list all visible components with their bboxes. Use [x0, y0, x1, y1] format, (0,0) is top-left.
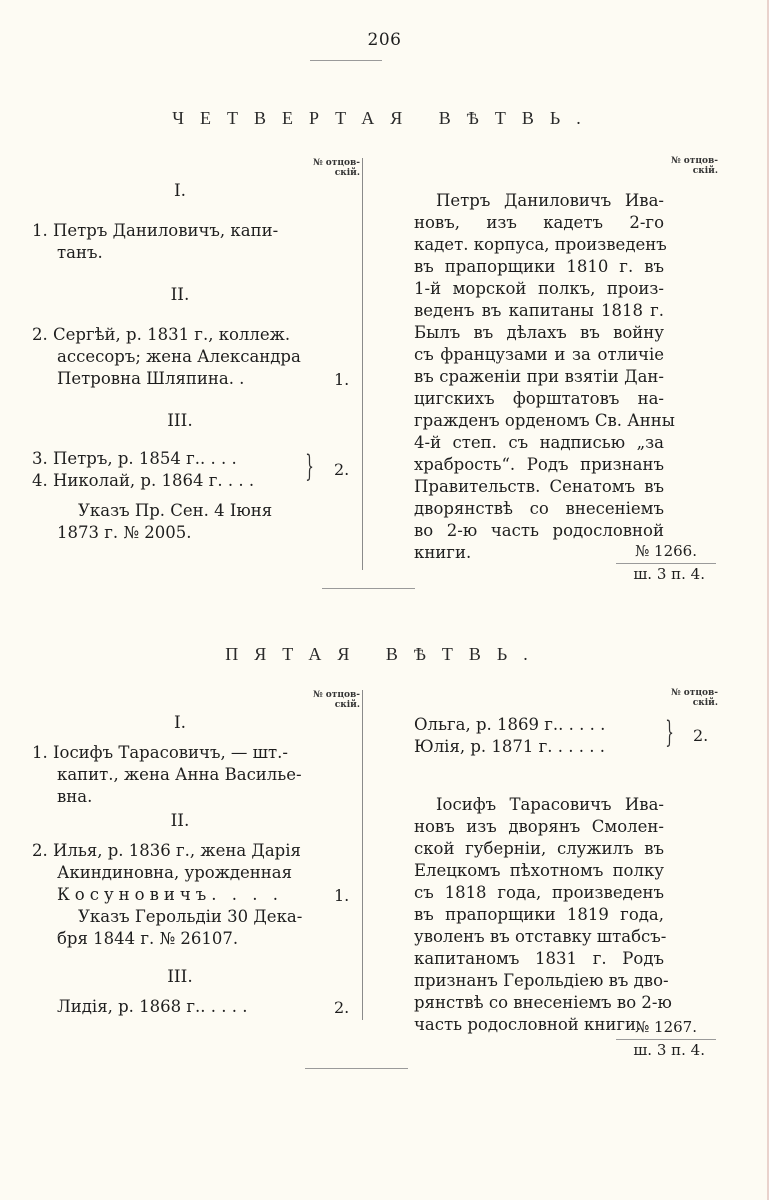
biography-line: новъ изъ дворянъ Смолен- [414, 817, 664, 836]
father-number: 1. [334, 370, 350, 389]
shelf-mark: ш. 3 п. 4. [633, 565, 705, 583]
biography-line: ской губерніи, служилъ въ [414, 839, 664, 858]
record-number: № 1267. [635, 1018, 697, 1036]
section-separator [305, 1068, 408, 1069]
record-number: № 1266. [635, 542, 697, 560]
section-title-fourth-branch: ЧЕТВЕРТАЯ ВѢТВЬ. [172, 108, 597, 128]
entry-line: 2. Сергѣй, р. 1831 г., коллеж. [32, 325, 291, 344]
entry-line: Косуновичъ. . . . [57, 885, 283, 904]
biography-line: Правительств. Сенатомъ въ [414, 477, 664, 496]
column-header-line: скій. [692, 698, 718, 708]
biography-line: 1-й морской полкъ, произ- [414, 279, 664, 298]
father-number: 1. [334, 886, 350, 905]
biography-line: уволенъ въ отставку штабсъ- [414, 927, 667, 946]
entry-line: ассесоръ; жена Александра [57, 347, 301, 366]
record-rule [616, 563, 716, 564]
biography-line: во 2-ю часть родословной [414, 521, 664, 540]
generation-heading: II. [170, 811, 190, 831]
child-line: Ольга, р. 1869 г.. . . . . [414, 715, 606, 734]
biography-line: Былъ въ дѣлахъ въ войну [414, 323, 664, 342]
column-header-line: № отцов- [312, 158, 360, 168]
biography-line: часть родословной книги. [414, 1015, 642, 1034]
column-header-right [640, 688, 718, 708]
column-divider [362, 690, 363, 1020]
biography-line: гражденъ орденомъ Св. Анны [414, 411, 675, 430]
biography-line: въ прапорщики 1810 г. въ [414, 257, 664, 276]
column-header-line: № отцов- [312, 690, 360, 700]
father-number: 2. [334, 460, 350, 479]
entry-line: Петровна Шляпина. . [57, 369, 245, 388]
column-header-line: скій. [692, 166, 718, 176]
entry-line: 1. Іосифъ Тарасовичъ, — шт.- [32, 743, 288, 762]
section-separator [322, 588, 415, 589]
father-number: 2. [334, 998, 350, 1017]
right-brace: } [665, 715, 674, 750]
father-number: 2. [693, 726, 709, 745]
generation-heading: I. [173, 181, 187, 201]
biography-line: съ французами и за отличіе [414, 345, 664, 364]
entry-line: 2. Илья, р. 1836 г., жена Дарія [32, 841, 301, 860]
column-header-line: № отцов- [670, 688, 718, 698]
biography-line: Петръ Даниловичъ Ива- [436, 191, 664, 210]
entry-line: Лидія, р. 1868 г.. . . . . [57, 997, 248, 1016]
biography-line: храбрость“. Родъ признанъ [414, 455, 664, 474]
child-line: Юлія, р. 1871 г. . . . . . [414, 737, 605, 756]
column-divider [362, 158, 363, 570]
column-header-line: скій. [334, 700, 360, 710]
biography-line: въ сраженіи при взятіи Дан- [414, 367, 664, 386]
entry-line: 4. Николай, р. 1864 г. . . . [32, 471, 255, 490]
biography-line: Іосифъ Тарасовичъ Ива- [436, 795, 664, 814]
biography-line: Елецкомъ пѣхотномъ полку [414, 861, 664, 880]
generation-heading: II. [170, 285, 190, 305]
generation-heading: III. [167, 411, 193, 431]
decree-line: 1873 г. № 2005. [57, 523, 192, 542]
biography-line: рянствѣ со внесеніемъ во 2-ю [414, 993, 672, 1012]
decree-line: Указъ Пр. Сен. 4 Іюня [78, 501, 273, 520]
decree-line: бря 1844 г. № 26107. [57, 929, 239, 948]
entry-line: 3. Петръ, р. 1854 г.. . . . [32, 449, 237, 468]
biography-line: кадет. корпуса, произведенъ [414, 235, 667, 254]
biography-line: капитаномъ 1831 г. Родъ [414, 949, 664, 968]
entry-line: Акиндиновна, урожденная [57, 863, 293, 882]
biography-line: съ 1818 года, произведенъ [414, 883, 664, 902]
generation-heading: I. [173, 713, 187, 733]
generation-heading: III. [167, 967, 193, 987]
decree-line: Указъ Герольдіи 30 Дека- [78, 907, 303, 926]
biography-line: дворянствѣ со внесеніемъ [414, 499, 664, 518]
column-header-line: № отцов- [670, 156, 718, 166]
biography-line: въ прапорщики 1819 года, [414, 905, 664, 924]
column-header-line: скій. [334, 168, 360, 178]
biography-line: 4-й степ. съ надписью „за [414, 433, 664, 452]
biography-line: цигскихъ форштатовъ на- [414, 389, 664, 408]
page-number-rule [310, 60, 382, 61]
biography-line: веденъ въ капитаны 1818 г. [414, 301, 664, 320]
biography-line: признанъ Герольдіею въ дво- [414, 971, 669, 990]
page-number: 206 [367, 30, 402, 50]
entry-line: капит., жена Анна Василье- [57, 765, 302, 784]
column-header-right [640, 156, 718, 176]
column-header-left [282, 158, 360, 178]
biography-line: новъ, изъ кадетъ 2-го [414, 213, 664, 232]
right-brace: } [305, 449, 314, 484]
record-rule [616, 1039, 716, 1040]
entry-line: 1. Петръ Даниловичъ, капи- [32, 221, 279, 240]
entry-line: вна. [57, 787, 93, 806]
entry-line: танъ. [57, 243, 103, 262]
biography-line: книги. [414, 543, 472, 562]
section-title-fifth-branch: ПЯТАЯ ВѢТВЬ. [225, 644, 544, 664]
column-header-left [282, 690, 360, 710]
shelf-mark: ш. 3 п. 4. [633, 1041, 705, 1059]
